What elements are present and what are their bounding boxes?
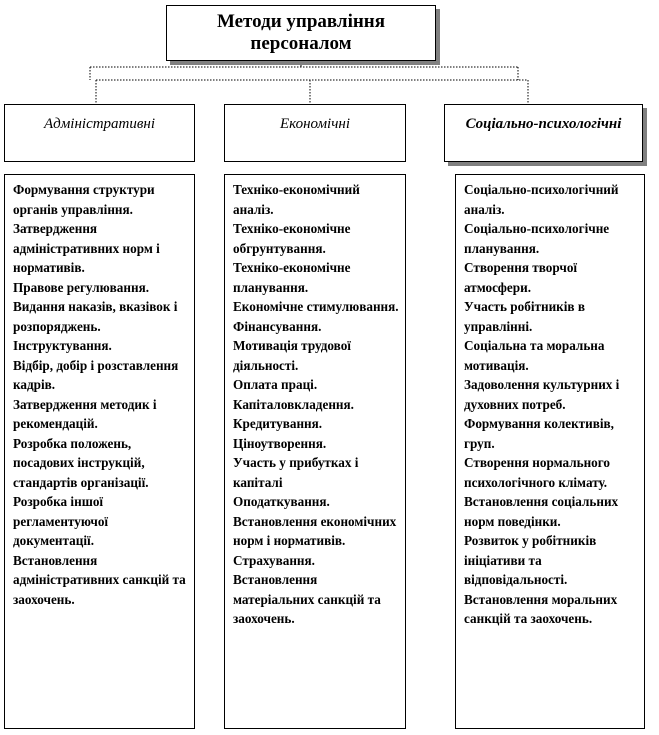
list-item: Ціноутворення. <box>233 435 327 451</box>
list-item: Соціальна та моральна мотивація. <box>464 338 605 373</box>
method-list-administrative <box>13 180 188 609</box>
list-item: Створення нормального психологічного клімату. <box>464 455 611 490</box>
category-socio-psychological: Соціально-психологічні <box>444 104 643 162</box>
list-item: Економічне стимулювання. <box>233 299 399 314</box>
list-item: Соціально-психологічне планування. <box>464 221 610 256</box>
category-economic: Економічні <box>224 104 406 162</box>
list-item: Встановлення економічних норм і нормативів. <box>233 513 397 548</box>
category-administrative: Адміністративні <box>4 104 195 162</box>
list-item: Встановлення адміністративних санкцій та заохочень. <box>13 552 186 607</box>
list-item: Формування структури органів управління. <box>13 182 155 217</box>
column-economic-methods <box>224 174 406 729</box>
column-socio-psychological-methods <box>455 174 645 729</box>
list-item: Затвердження методик і рекомендацій. <box>13 396 157 431</box>
list-item: Розвиток у робітників ініціативи та відповідальності. <box>464 533 597 587</box>
list-item: Формування колективів, груп. <box>464 416 614 451</box>
list-item: Участь робітників в управлінні. <box>464 299 585 334</box>
list-item: Фінансування. <box>233 318 322 334</box>
column-administrative-methods <box>4 174 195 729</box>
list-item: Мотивація трудової діяльності. <box>233 338 351 373</box>
list-item: Задоволення культурних і духовних потреб. <box>464 377 620 412</box>
list-item: Видання наказів, вказівок і розпоряджень. <box>13 299 178 334</box>
list-item: Встановлення моральних санкцій та заохочень. <box>464 591 618 626</box>
method-list-socio-psychological <box>464 180 638 629</box>
list-item: Участь у прибутках і капіталі <box>233 455 359 490</box>
list-item: Техніко-економічний аналіз. <box>233 182 360 217</box>
list-item: Оплата праці. <box>233 377 318 392</box>
list-item: Соціально-психологічний аналіз. <box>464 182 619 217</box>
list-item: Капіталовкладення. <box>233 396 354 412</box>
diagram-title: Методи управління персоналом <box>166 5 436 61</box>
list-item: Затвердження адміністративних норм і нормативів. <box>13 221 160 275</box>
method-list-economic <box>233 180 399 629</box>
list-item: Розробка іншої регламентуючої документації. <box>13 494 109 548</box>
list-item: Встановлення матеріальних санкцій та заохочень. <box>233 572 381 626</box>
list-item: Техніко-економічне планування. <box>233 260 351 295</box>
list-item: Оподаткування. <box>233 494 330 509</box>
list-item: Встановлення соціальних норм поведінки. <box>464 494 619 529</box>
list-item: Техніко-економічне обгрунтування. <box>233 221 351 256</box>
list-item: Створення творчої атмосфери. <box>464 260 578 295</box>
list-item: Страхування. <box>233 552 315 568</box>
list-item: Відбір, добір і розставлення кадрів. <box>13 357 179 392</box>
list-item: Розробка положень, посадових інструкцій, стандартів організації. <box>13 435 149 490</box>
list-item: Інструктування. <box>13 338 112 353</box>
list-item: Кредитування. <box>233 416 323 431</box>
list-item: Правове регулювання. <box>13 279 150 295</box>
